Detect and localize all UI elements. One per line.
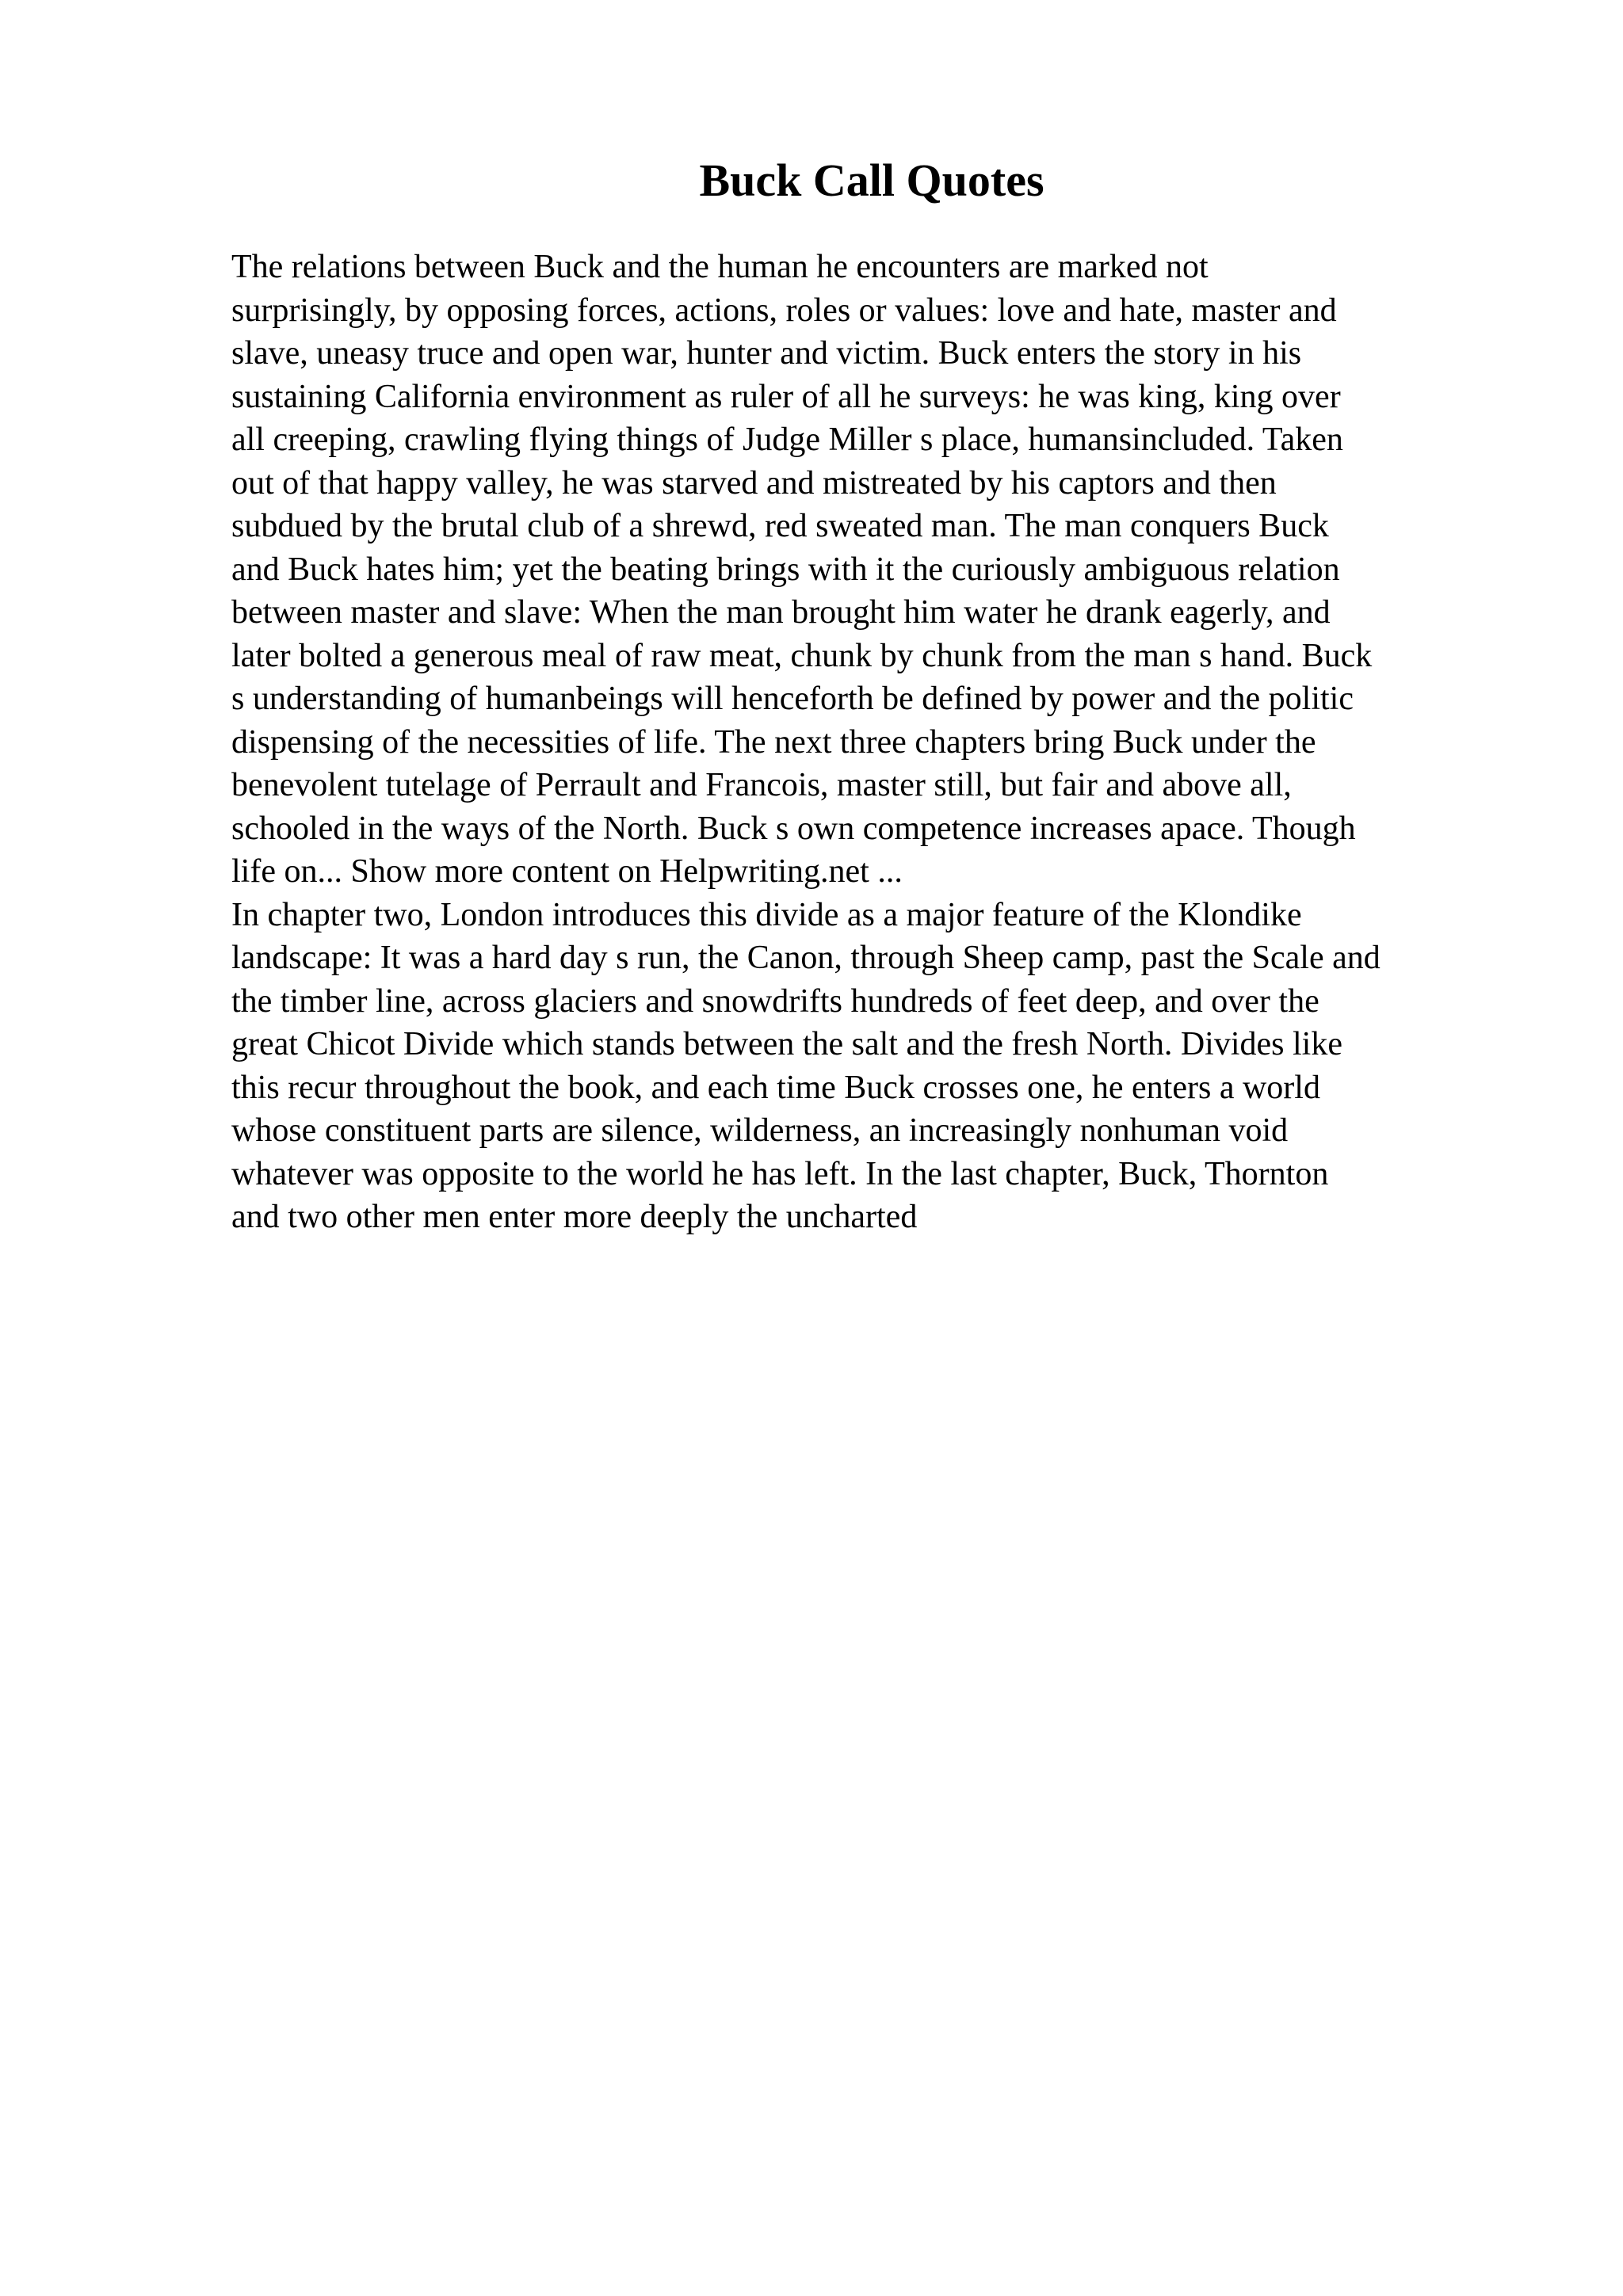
body-line: whose constituent parts are silence, wilderness, an increasingly nonhuman void — [231, 1112, 1289, 1149]
body-line: the timber line, across glaciers and snowdrifts hundreds of feet deep, and over the — [231, 982, 1319, 1020]
body-line: all creeping, crawling flying things of Judge Miller s place, humansincluded. Taken — [231, 421, 1343, 458]
body-line: The relations between Buck and the human he encounters are marked not — [231, 249, 1209, 285]
body-line: surprisingly, by opposing forces, actions, roles or values: love and hate, master and — [231, 292, 1337, 329]
body-line: life on... Show more content on Helpwriting.net ... — [231, 853, 903, 890]
body-line: schooled in the ways of the North. Buck s own competence increases apace. Though — [231, 810, 1356, 847]
body-line: s understanding of humanbeings will henceforth be defined by power and the politic — [231, 681, 1354, 717]
body-line: landscape: It was a hard day s run, the Canon, through Sheep camp, past the Scale and — [231, 940, 1381, 976]
body-line: between master and slave: When the man brought him water he drank eagerly, and — [231, 594, 1331, 631]
document-body — [231, 246, 1531, 1239]
document-title: Buck Call Quotes — [699, 154, 1044, 206]
body-line: benevolent tutelage of Perrault and Francois, master still, but fair and above all, — [231, 767, 1292, 803]
body-line: this recur throughout the book, and each time Buck crosses one, he enters a world — [231, 1069, 1320, 1106]
body-line: In chapter two, London introduces this divide as a major feature of the Klondike — [231, 896, 1302, 933]
body-line: dispensing of the necessities of life. The next three chapters bring Buck under the — [231, 723, 1316, 761]
body-line: slave, uneasy truce and open war, hunter and victim. Buck enters the story in his — [231, 335, 1302, 372]
body-line: whatever was opposite to the world he has left. In the last chapter, Buck, Thornton — [231, 1155, 1329, 1192]
body-line: later bolted a generous meal of raw meat, chunk by chunk from the man s hand. Buck — [231, 637, 1373, 674]
body-line: out of that happy valley, he was starved and mistreated by his captors and then — [231, 464, 1277, 502]
body-line: subdued by the brutal club of a shrewd, red sweated man. The man conquers Buck — [231, 508, 1329, 544]
body-line: great Chicot Divide which stands between the salt and the fresh North. Divides like — [231, 1026, 1342, 1062]
body-line: and Buck hates him; yet the beating brings with it the curiously ambiguous relation — [231, 551, 1340, 588]
body-line: sustaining California environment as ruler of all he surveys: he was king, king over — [231, 378, 1341, 415]
body-line: and two other men enter more deeply the uncharted — [231, 1199, 918, 1235]
